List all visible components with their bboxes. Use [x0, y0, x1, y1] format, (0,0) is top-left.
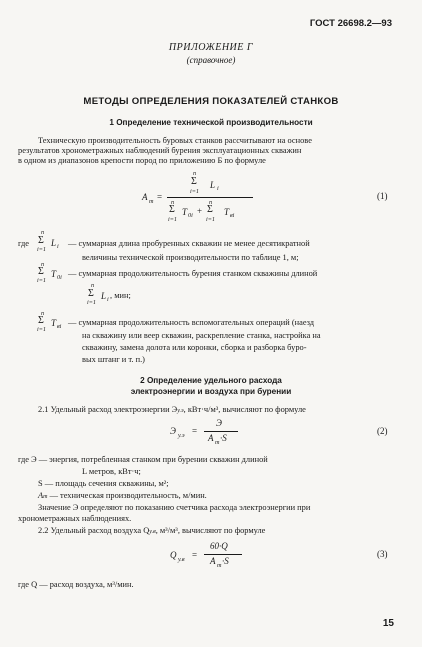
- appendix-title: ПРИЛОЖЕНИЕ Г: [168, 42, 254, 53]
- section2-heading-line2: электроэнергии и воздуха при бурении: [130, 387, 292, 396]
- def1-line1: — суммарная длина пробуренных скважин не менее десятикратной: [68, 239, 310, 248]
- formula-3-number: (3): [377, 549, 388, 559]
- where-energy-line: где Э — энергия, потребленная станком при бурении скважин длиной: [18, 455, 268, 464]
- def3-line3: скважину, замена долота или коронки, сборка и разборка буро-: [82, 343, 307, 352]
- def1-line2: величины технической производительности по таблице 1, м;: [82, 253, 299, 262]
- note-line1: Значение Э определяют по показанию счетчика расхода электроэнергии при: [38, 503, 311, 512]
- def3-line2: на скважину или веер скважин, раскрепление станка, настройка на: [82, 331, 321, 340]
- standard-code-header: ГОСТ 26698.2—93: [309, 18, 392, 29]
- note-line2: хронометражных наблюдениях.: [18, 514, 132, 523]
- section1-para-line3: в одном из диапазонов крепости пород по приложению Б по формуле: [18, 156, 266, 165]
- para-2-1: 2.1 Удельный расход электроэнергии Эу.э, кВт·ч/м³, вычисляют по формуле: [38, 405, 306, 414]
- para-2-2: 2.2 Удельный расход воздуха Qу.в, м³/м³, вычисляют по формуле: [38, 526, 266, 535]
- document-page: ГОСТ 26698.2—93 ПРИЛОЖЕНИЕ Г (справочное) МЕТОДЫ ОПРЕДЕЛЕНИЯ ПОКАЗАТЕЛЕЙ СТАНКОВ 1 Определение технической производительности Техническую производительность буровых станков рассчитывают на основе результатов хронометражных наблюдений бурения эксплуатационных скважин в одном из диапазонов крепости пород по приложению Б по формуле A т = n Σ i=1 L i n Σ i=1 T 0i + n Σ i=1 T вi (1) где n Σ i=1 L i — суммарная длина пробуренных скважин не менее десятикратной величины технической производительности по таблице 1, м; n Σ i=1 T 0i — суммарная продолжительность бурения станком скважины длиной n Σ i=1 L i , мин; n Σ i=1 T вi — суммарная продолжительность вспомогательных операций (наезд на скважину или веер скважин, раскрепление станка, настройка на скважину, замена долота или коронки, сборка и разборка буро- вых штанг и т. п.) 2 Определение удельного расхода электроэнергии и воздуха при бурении 2.1 Удельный расход электроэнергии Эу.э, кВт·ч/м³, вычисляют по формуле Э у.э = Э A т ·S (2) где Э — энергия, потребленная станком при бурении скважин длиной L метров, кВт·ч; S — площадь сечения скважины, м²; Aт — техническая производительность, м/мин. Значение Э определяют по показанию счетчика расхода электроэнергии при хронометражных наблюдениях. 2.2 Удельный расход воздуха Qу.в, м³/м³, вычисляют по формуле Q у.в = 60·Q A т ·S (3) где Q — расход воздуха, м³/мин. 15: [0, 0, 422, 647]
- section1-para-line2: результатов хронометражных наблюдений бурения эксплуатационных скважин: [18, 146, 302, 155]
- where-label: где: [18, 239, 29, 248]
- section1-para-line1: Техническую производительность буровых станков рассчитывают на основе: [38, 136, 312, 145]
- formula-2-number: (2): [377, 426, 388, 436]
- where-energy-line2: L метров, кВт·ч;: [82, 467, 141, 476]
- s-definition: S — площадь сечения скважины, м²;: [38, 479, 169, 488]
- fraction-bar-2: [204, 431, 238, 432]
- def2-line1: — суммарная продолжительность бурения станком скважины длиной: [68, 269, 318, 278]
- q-definition: где Q — расход воздуха, м³/мин.: [18, 580, 134, 589]
- def3-line4: вых штанг и т. п.): [82, 355, 145, 364]
- page-number: 15: [382, 618, 394, 629]
- main-title: МЕТОДЫ ОПРЕДЕЛЕНИЯ ПОКАЗАТЕЛЕЙ СТАНКОВ: [83, 96, 339, 107]
- section1-heading: 1 Определение технической производительности: [109, 118, 313, 127]
- a-definition: Aт — техническая производительность, м/мин.: [38, 491, 207, 500]
- fraction-bar-1: [167, 197, 253, 198]
- def3-line1: — суммарная продолжительность вспомогательных операций (наезд: [68, 318, 315, 327]
- fraction-bar-3: [204, 554, 242, 555]
- formula-1-number: (1): [377, 191, 388, 201]
- appendix-subtitle: (справочное): [186, 55, 236, 65]
- section2-heading-line1: 2 Определение удельного расхода: [140, 376, 282, 385]
